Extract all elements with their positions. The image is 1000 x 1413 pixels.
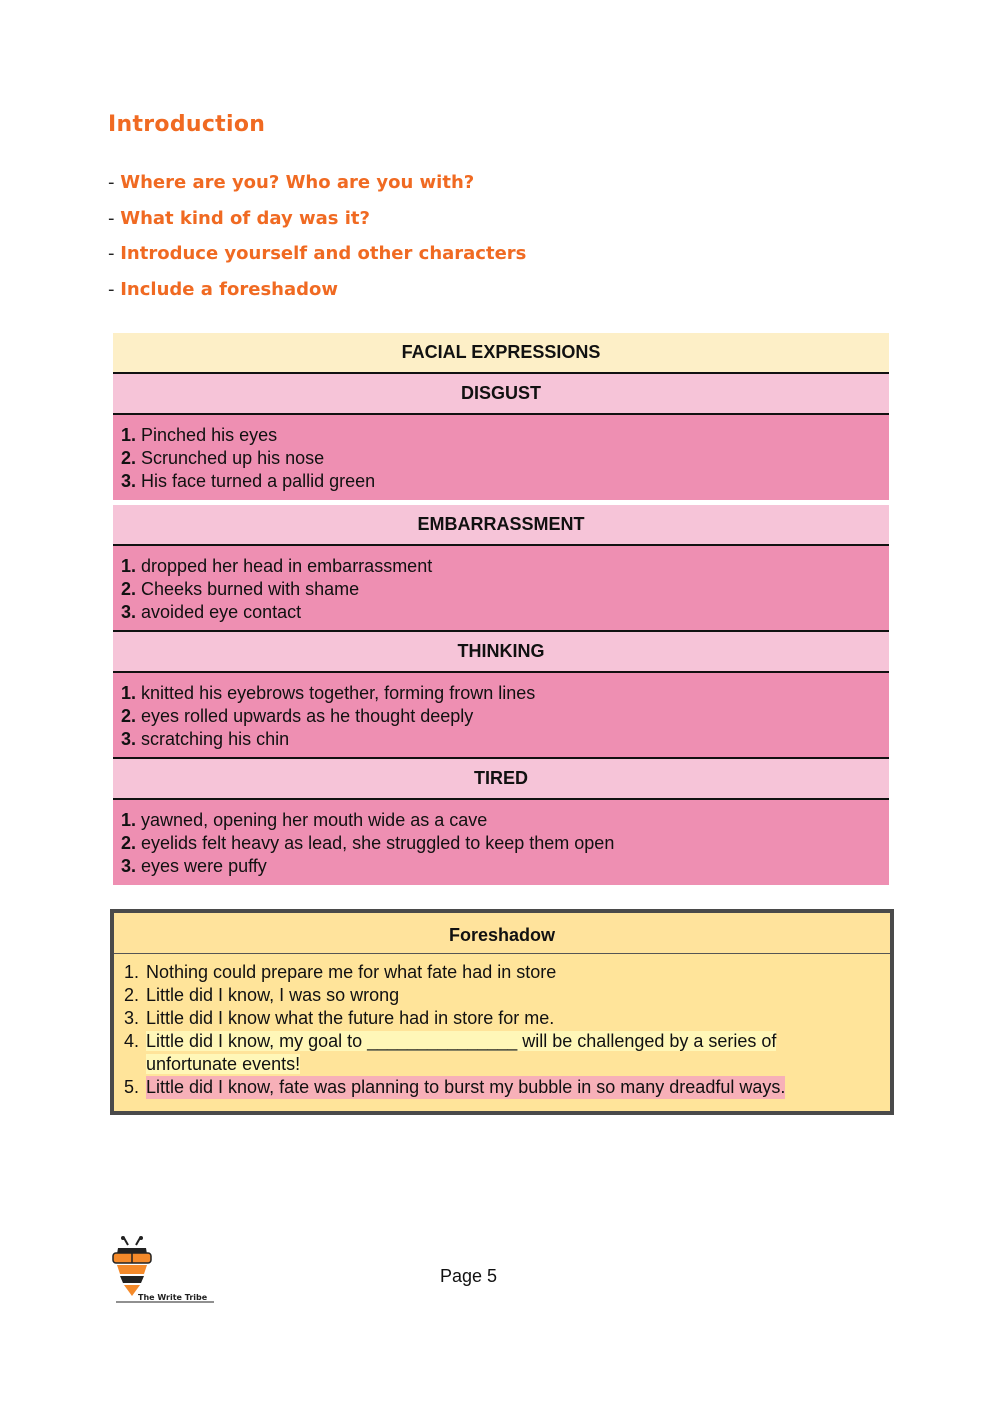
section-body-tired — [113, 800, 889, 885]
foreshadow-title: Foreshadow — [114, 913, 890, 954]
list-item: 1. Pinched his eyes — [121, 425, 278, 445]
list-item: 1. dropped her head in embarrassment — [121, 556, 433, 576]
section-heading-disgust: DISGUST — [113, 374, 889, 415]
foreshadow-list — [114, 954, 890, 1099]
list-item: 3. scratching his chin — [121, 729, 290, 749]
bee-logo-icon — [110, 1236, 220, 1308]
page-number: Page 5 — [440, 1266, 498, 1286]
logo-text: The Write Tribe — [138, 1293, 208, 1302]
section-body-thinking — [113, 673, 889, 759]
list-item: 5. Little did I know, fate was planning to burst my bubble in so many dreadful ways. — [124, 1077, 786, 1097]
introduction-title: Introduction — [108, 112, 266, 137]
list-item: 1. yawned, opening her mouth wide as a cave — [121, 810, 488, 830]
list-item: 1. knitted his eyebrows together, forming frown lines — [121, 683, 536, 703]
list-item: 3. avoided eye contact — [121, 602, 302, 622]
list-item: 1. Nothing could prepare me for what fate had in store — [124, 962, 557, 982]
intro-list-item: - What kind of day was it? — [108, 207, 370, 229]
section-body-embarrassment — [113, 546, 889, 632]
section-heading-tired: TIRED — [113, 759, 889, 800]
list-item: 2. eyes rolled upwards as he thought deeply — [121, 706, 474, 726]
list-item: 2. Little did I know, I was so wrong — [124, 985, 400, 1005]
facial-expressions-table — [109, 333, 893, 885]
list-item: 3. His face turned a pallid green — [121, 471, 376, 491]
section-heading-embarrassment: EMBARRASSMENT — [113, 505, 889, 546]
table-title: FACIAL EXPRESSIONS — [113, 333, 889, 374]
list-item: 4. Little did I know, my goal to _______________ will be challenged by a series of unfortunate events! — [124, 1031, 777, 1074]
list-item: 2. eyelids felt heavy as lead, she struggled to keep them open — [121, 833, 615, 853]
intro-list-item: - Include a foreshadow — [108, 278, 338, 300]
intro-list-item: - Introduce yourself and other characters — [108, 243, 527, 264]
section-body-disgust — [113, 415, 889, 500]
list-item: 3. eyes were puffy — [121, 856, 267, 876]
foreshadow-box — [110, 909, 894, 1115]
section-heading-thinking: THINKING — [113, 632, 889, 673]
intro-list-item: - Where are you? Who are you with? — [108, 172, 475, 193]
list-item: 2. Scrunched up his nose — [121, 448, 325, 468]
introduction-section — [108, 112, 868, 313]
list-item: 2. Cheeks burned with shame — [121, 579, 360, 599]
list-item: 3. Little did I know what the future had in store for me. — [124, 1008, 555, 1028]
write-tribe-logo — [110, 1236, 220, 1308]
